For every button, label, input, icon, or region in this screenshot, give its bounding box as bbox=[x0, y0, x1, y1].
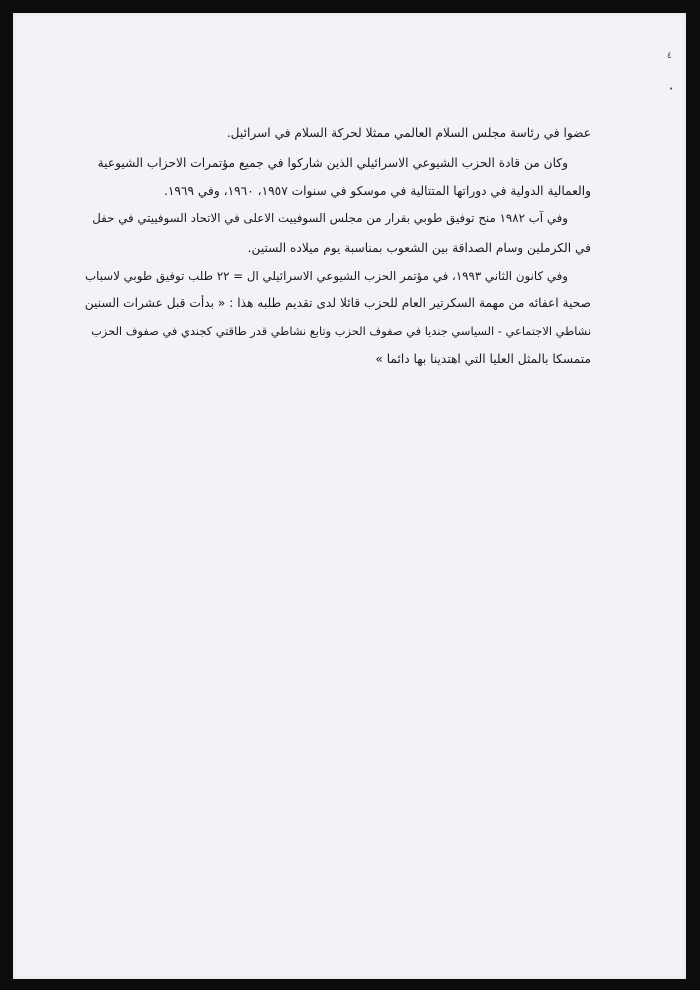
text-line-5: في الكرملين وسام الصداقة بين الشعوب بمناسبة يوم ميلاده الستين. bbox=[247, 241, 591, 255]
text-line-1: عضوا في رئاسة مجلس السلام العالمي ممثلا لحركة السلام في اسرائيل. bbox=[226, 126, 591, 140]
text-line-6: وفي كانون الثاني ١٩٩٣، في مؤتمر الحزب الشيوعي الاسرائيلي ال = ٢٢ طلب توفيق طوبي لاسباب bbox=[85, 269, 568, 283]
text-line-8: نشاطي الاجتماعي - السياسي جنديا في صفوف الحزب وتابع نشاطي قدر طاقتي كجندي في صفوف الحزب bbox=[91, 324, 591, 338]
text-line-2: وكان من قادة الحزب الشيوعي الاسرائيلي الذين شاركوا في جميع مؤتمرات الاحزاب الشيوعية bbox=[97, 156, 568, 170]
text-line-4: وفي آب ١٩٨٢ منح توفيق طوبي بقرار من مجلس السوفييت الاعلى في الاتحاد السوفييتي في حفل bbox=[92, 211, 568, 225]
page-dot-mark: • bbox=[669, 85, 674, 93]
text-line-7: صحية اعفائه من مهمة السكرتير العام للحزب قائلا لدى تقديم طلبه هذا : « بدأت قبل عشرات السنين bbox=[84, 296, 591, 310]
paper-page bbox=[13, 13, 686, 979]
text-line-9: متمسكا بالمثل العليا التي اهتدينا بها دائما » bbox=[375, 352, 591, 366]
text-line-3: والعمالية الدولية في دوراتها المتتالية في موسكو في سنوات ١٩٥٧، ١٩٦٠، وفي ١٩٦٩. bbox=[163, 184, 591, 198]
page-corner-mark: ٤ bbox=[667, 51, 672, 61]
